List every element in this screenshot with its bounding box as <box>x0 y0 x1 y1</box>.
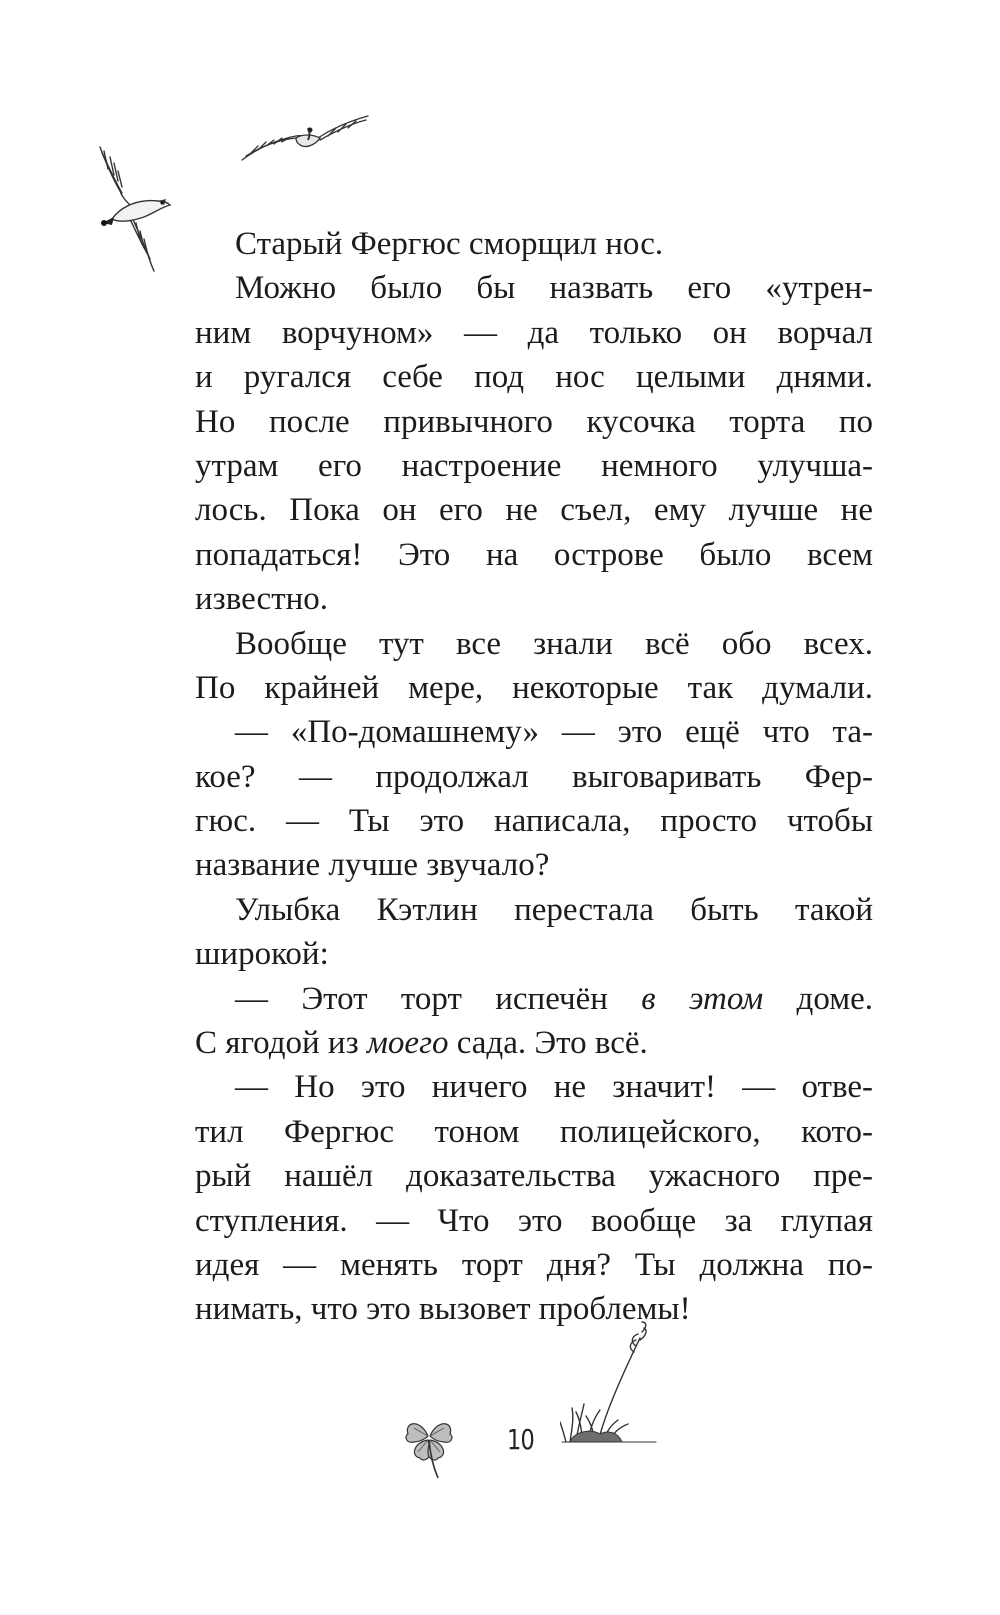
text-segment: сада. Это всё. <box>448 1025 648 1062</box>
text-line: нимать, что это вызовет проблемы! <box>195 1291 691 1328</box>
text-line: попадаться! Это на острове было всем <box>195 536 873 573</box>
text-line: идея — менять торт дня? Ты должна по- <box>195 1246 873 1283</box>
text-line: рый нашёл доказательства ужасного пре- <box>195 1158 873 1195</box>
grass-illustration <box>560 1318 660 1448</box>
text-line: ним ворчуном» — да только он ворчал <box>195 314 873 351</box>
text-segment: доме. <box>763 980 873 1017</box>
italic-text: моего <box>366 1025 449 1062</box>
text-line: гюс. — Ты это написала, просто чтобы <box>195 803 873 840</box>
text-line: кое? — продолжал выговаривать Фер- <box>195 758 873 795</box>
italic-text: в этом <box>641 980 764 1017</box>
text-line: утрам его настроение немного улучша- <box>195 447 873 484</box>
text-line: Улыбка Кэтлин перестала быть такой <box>235 891 873 928</box>
text-line <box>195 1021 873 1065</box>
body-text <box>195 222 873 1332</box>
text-line <box>195 977 873 1021</box>
text-line: Но после привычного кусочка торта по <box>195 403 873 440</box>
text-line: название лучше звучало? <box>195 847 550 884</box>
clover-illustration <box>398 1412 460 1480</box>
page-number: 10 <box>507 1423 534 1456</box>
text-line: Старый Фергюс сморщил нос. <box>235 226 664 262</box>
text-line: и ругался себе под нос целыми днями. <box>195 359 873 396</box>
text-line: — Но это ничего не значит! — отве- <box>235 1069 873 1106</box>
flying-seagull-illustration <box>238 110 373 165</box>
text-line: ступления. — Что это вообще за глупая <box>195 1202 873 1239</box>
text-segment: — Этот торт испечён <box>235 980 642 1017</box>
text-segment: С ягодой из <box>195 1025 367 1062</box>
seagull-illustration <box>92 143 174 273</box>
text-line: По крайней мере, некоторые так думали. <box>195 669 873 706</box>
text-line: лось. Пока он его не съел, ему лучше не <box>195 492 873 529</box>
text-line: — «По-домашнему» — это ещё что та- <box>235 714 873 751</box>
text-line: Можно было бы назвать его «утрен- <box>235 270 873 307</box>
text-line: Вообще тут все знали всё обо всех. <box>235 625 873 662</box>
text-line: известно. <box>195 581 329 618</box>
text-line: тил Фергюс тоном полицейского, кото- <box>195 1113 873 1150</box>
text-line: широкой: <box>195 936 329 973</box>
